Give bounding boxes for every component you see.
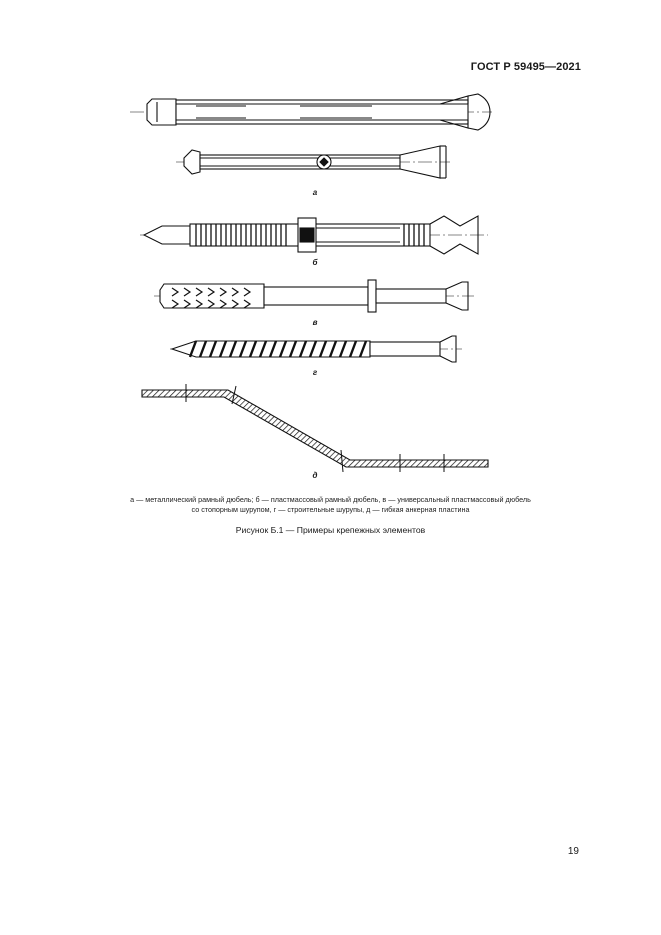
page-number: 19 — [567, 846, 579, 857]
plastic-frame-dowel-drawing — [140, 216, 488, 254]
figure-caption: Рисунок Б.1 — Примеры крепежных элементов — [235, 525, 426, 535]
figure-label-d: д — [312, 471, 318, 480]
figure-label-b: б — [312, 258, 318, 267]
figure-label-g: г — [312, 368, 318, 377]
standard-header: ГОСТ Р 59495—2021 — [470, 61, 581, 73]
universal-dowel-drawing — [154, 280, 474, 312]
legend-line-1: а — металлический рамный дюбель; б — пластмассовый рамный дюбель, в — универсальный пластмассовый дюбель — [130, 495, 531, 504]
metal-frame-dowel-drawing — [130, 94, 492, 130]
anchor-plate-drawing — [142, 384, 488, 472]
construction-screw-drawing — [170, 336, 462, 362]
figure-label-a: а — [312, 188, 318, 197]
legend-line-2: со стопорным шурупом, г — строительные шурупы, д — гибкая анкерная пластина — [191, 505, 470, 514]
figure-legend — [60, 495, 601, 515]
frame-dowel-with-screw-drawing — [176, 146, 450, 178]
figure-label-v: в — [312, 318, 318, 327]
